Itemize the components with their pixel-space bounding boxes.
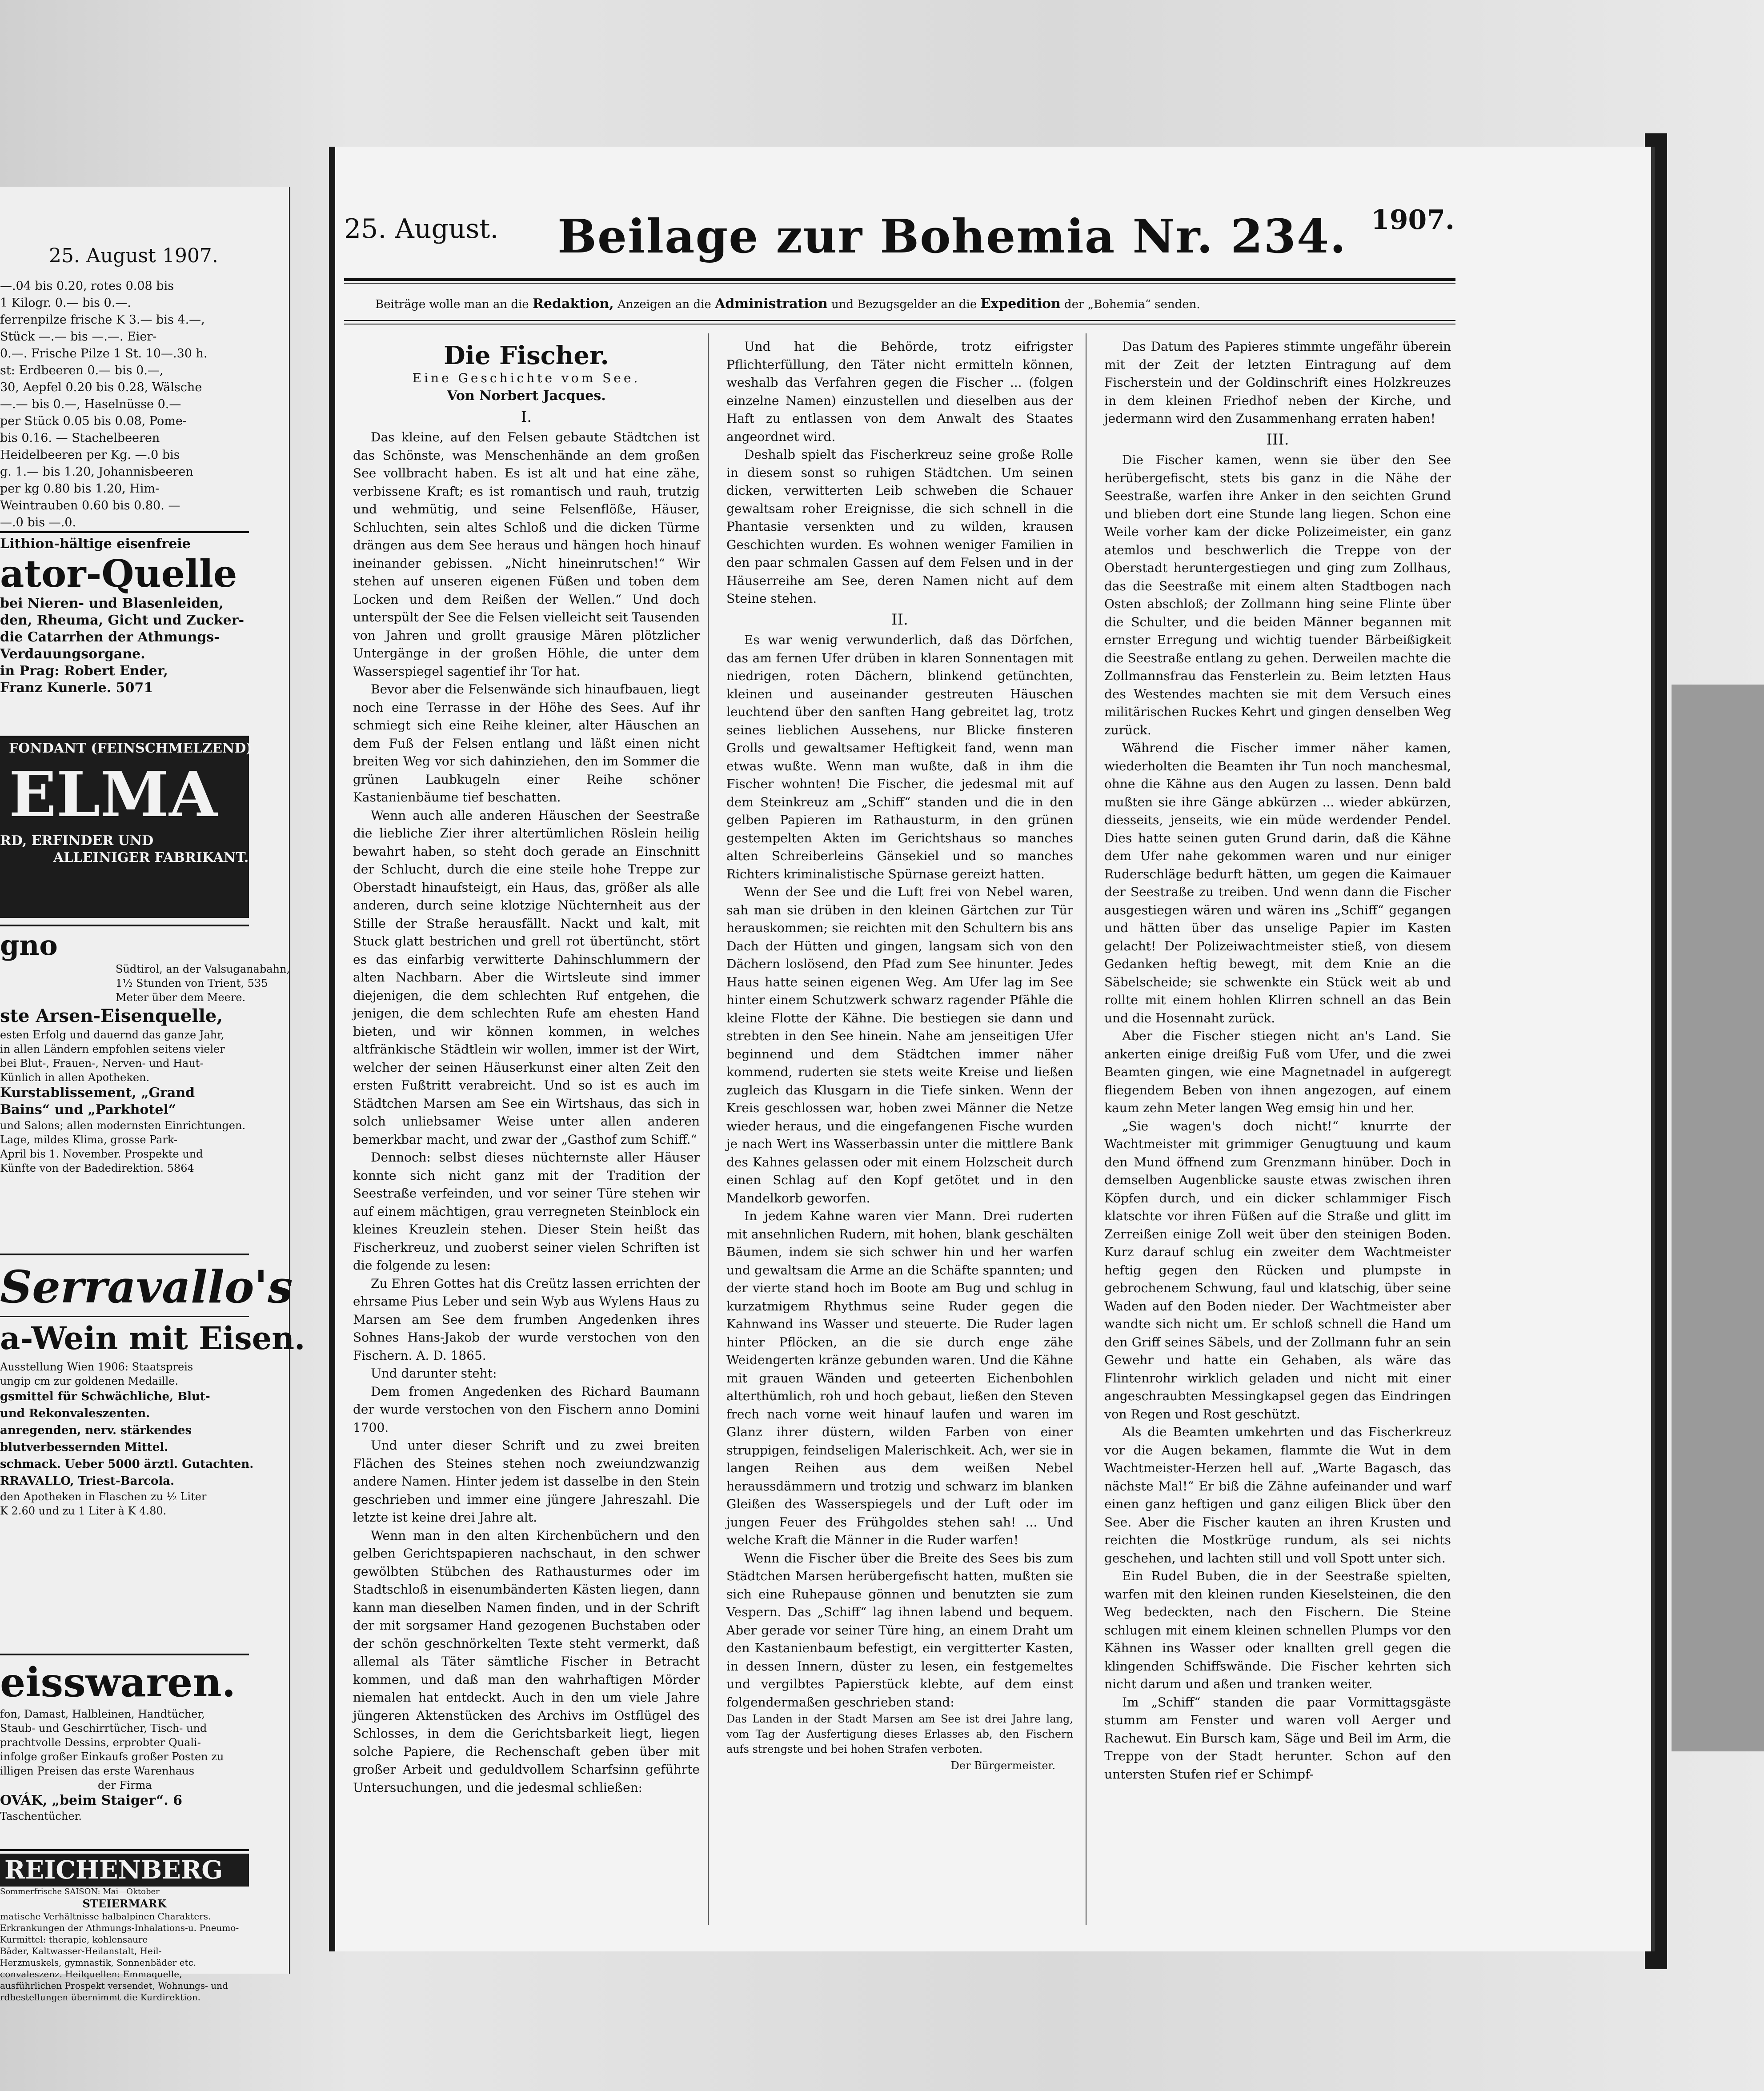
ad-line: Sommerfrische SAISON: Mai—Oktober	[0, 1887, 160, 1896]
ad-line: schmack. Ueber 5000 ärztl. Gutachten.	[0, 1458, 254, 1471]
market-line: bis 0.16. — Stachelbeeren	[0, 431, 160, 445]
notice-rule	[344, 320, 1455, 321]
ad-elma	[0, 736, 253, 918]
paragraph: „Sie wagen's doch nicht!“ knurrte der Wachtmeister mit grimmiger Genugtuung und kaum den Mund öffnend zum Grenzmann hinüber. Doch in demselben Augenblicke sauste etwas zwischen ihren Köpfen durch, und ein dicker schlammiger Fisch klatschte vor ihren Füßen auf die Straße und glitt im Zerreißen einige Zoll weit über den steinigen Boden. Kurz darauf schlug ein zweiter dem Wachtmeister heftig gegen den Rücken und plumpste in gebrochenem Schwung, faul und klatschig, über seine Waden auf den Boden nieder. Der Wachtmeister aber wandte sich nicht um. Er schloß schnell die Hand um den Griff seines Säbels, und der Zollmann fuhr an sein Gewehr und hatte ein Gehaben, als wäre das Flintenrohr wirklich geladen und nicht mit einer angeschraubten Messingkapsel gegen das Eindringen von Regen und Rost geschützt.	[1104, 1118, 1451, 1422]
ad-weisswaren	[0, 1654, 249, 1845]
ad-line: Ausstellung Wien 1906: Staatspreis	[0, 1361, 193, 1373]
column-2	[726, 338, 1073, 1938]
market-line: st: Erdbeeren 0.— bis 0.—,	[0, 364, 164, 377]
ad-line: fon, Damast, Halbleinen, Handtücher,	[0, 1708, 205, 1720]
market-line: —.04 bis 0.20, rotes 0.08 bis	[0, 279, 174, 293]
market-line: —.0 bis —.0.	[0, 516, 76, 529]
section-heading: III.	[1266, 430, 1289, 449]
ad-levico	[0, 925, 290, 1249]
ad-line: blutverbessernden Mittel.	[0, 1441, 168, 1454]
paragraph: Aber die Fischer stiegen nicht an's Land. Sie ankerten einige dreißig Fuß vom Ufer, und die zwei Beamten gingen, wie eine Magnetnadel in aufgeregt fliegendem Beben von ihnen angezogen, auf einem kaum zehn Meter langen Weg emsig hin und her.	[1104, 1029, 1451, 1115]
market-report	[0, 278, 249, 531]
masthead-title: Beilage zur Bohemia Nr. 234.	[557, 209, 1347, 264]
ad-line: Kurstablissement, „Grand	[0, 1085, 195, 1101]
market-line: Heidelbeeren per Kg. —.0 bis	[0, 448, 180, 462]
ad-line: die Catarrhen der Athmungs-	[0, 629, 220, 645]
ad-line: in allen Ländern empfohlen seitens vieler	[0, 1043, 225, 1055]
notice-administration: Administration	[715, 296, 828, 312]
ad-headline: gno	[0, 929, 58, 961]
market-line: —.— bis 0.—, Haselnüsse 0.—	[0, 397, 181, 411]
ad-line: 1½ Stunden von Trient, 535	[116, 977, 268, 989]
ad-line: RD, ERFINDER UND	[0, 833, 154, 849]
paragraph: Wenn der See und die Luft frei von Nebel waren, sah man sie drüben in den kleinen Gärtchen zur Tür herauskommen; sie reichten mit den Schultern bis ans Dach der Hütten und gingen, langsam sich von den Dächern loslösend, den Pfad zum See hinunter. Jedes Haus hatte seinen eigenen Weg. Am Ufer lag im See hinter einem Schutzwerk schwarz ragender Pfähle die kleine Flotte der Kähne. Die bestiegen sie dann und strebten in den See hinein. Nahe am jenseitigen Ufer beginnend und dem Städtchen immer näher kommend, ruderten sie stets weite Kreise und ließen zugleich das Klusgarn in die Tiefe sinken. Wenn der Kreis geschlossen war, hoben zwei Männer die Netze wieder heraus, und die eingefangenen Fische wurden je nach Wert ins Wasserbassin unter die mittlere Bank des Kahnes gelassen oder mit einem Holzscheit durch einen Schlag auf den Kopf getötet und in den Mandelkorb geworfen.	[726, 885, 1073, 1206]
ad-headline: a-Wein mit Eisen.	[0, 1316, 249, 1360]
ad-line: in Prag: Robert Ender,	[0, 663, 168, 679]
ad-line: den, Rheuma, Gicht und Zucker-	[0, 613, 245, 628]
market-line: per kg 0.80 bis 1.20, Him-	[0, 482, 160, 496]
paragraph: Die Fischer kamen, wenn sie über den See herübergefischt, stets bis ganz in die Nähe der Seestraße, warfen ihre Anker in den seichten Grund und blieben dort eine Stunde lang liegen. Schon eine Weile vorher kam der dicke Polizeimeister, ein ganz atemlos und beschwerlich die Treppe von der Oberstadt heruntergestiegen und ging zum Zollhaus, das die Seestraße mit einem alten Stadtbogen nach Osten abschloß; der Zollmann hing seine Flinte über die Schulter, und die beiden Männer begannen mit ernster Erregung und wichtig tuender Bärbeißigkeit die Seestraße entlang zu gehen. Derweilen machte die Zollmannsfrau das Fensterlein zu. Beim letzten Haus des Westendes machten sie mit dem Versuch eines militärischen Ruckes Kehrt und gingen denselben Weg zurück.	[1104, 453, 1451, 737]
notice-text: der „Bohemia“ senden.	[1060, 298, 1200, 311]
ad-line: Verdauungsorgane.	[0, 646, 145, 662]
ad-line: illigen Preisen das erste Warenhaus	[0, 1765, 195, 1777]
notice-text: Beiträge wolle man an die	[375, 298, 533, 311]
market-line: Weintrauben 0.60 bis 0.80. —	[0, 499, 180, 513]
ad-line: Künfte von der Badedirektion. 5864	[0, 1162, 194, 1174]
ad-line: Herzmuskels, gymnastik, Sonnenbäder etc.	[0, 1957, 196, 1968]
paragraph: Ein Rudel Buben, die in der Seestraße spielten, warfen mit den kleinen runden Kieselsteinen, die den Weg bedeckten, nach den Fischern. Die Steine schlugen mit einem kleinen schnellen Plumps vor den Kähnen ins Wasser oder knallten grell gegen die klingenden Schiffswände. Die Fischer kehrten sich nicht darum und aßen und tranken weiter.	[1104, 1569, 1451, 1691]
market-line: 1 Kilogr. 0.— bis 0.—.	[0, 296, 131, 310]
ad-line: Meter über dem Meere.	[116, 991, 246, 1004]
main-page	[329, 147, 1651, 1951]
ad-line: ste Arsen-Eisenquelle,	[0, 1005, 223, 1026]
ad-headline: ator-Quelle	[0, 552, 237, 596]
section-heading: II.	[891, 610, 908, 629]
notice-expedition: Expedition	[980, 296, 1061, 312]
market-line: 0.—. Frische Pilze 1 St. 10—.30 h.	[0, 347, 208, 361]
ad-line: bei Nieren- und Blasenleiden,	[0, 596, 224, 611]
ad-line: den Apotheken in Flaschen zu ½ Liter	[0, 1490, 207, 1503]
column-rule	[708, 333, 709, 1925]
market-line: Stück —.— bis —.—. Eier-	[0, 330, 157, 344]
paragraph: Wenn die Fischer über die Breite des Sees bis zum Städtchen Marsen herübergefischt hatten, mußten sie sich eine Ruhepause gönnen und benutzten sie zum Vespern. Das „Schiff“ lag ihnen labend und bequem. Aber gerade vor seiner Türe hing, an einem Draht um den Kastanienbaum befestigt, ein vergitterter Kasten, in dessen Innern, düster zu lesen, ein festgemeltes und vergilbtes Papierstück klebte, auf dem einst folgendermaßen geschrieben stand:	[726, 1550, 1073, 1710]
masthead-date: 25. August.	[344, 213, 499, 244]
paragraph: Dem fromen Angedenken des Richard Baumann der wurde verstochen von den Fischern anno Domini 1700.	[353, 1384, 700, 1435]
paragraph: Und darunter steht:	[371, 1366, 497, 1381]
ad-line: ungip cm zur goldenen Medaille.	[0, 1375, 179, 1387]
masthead-year: 1907.	[1371, 204, 1455, 236]
ad-headline: ELMA	[9, 758, 217, 831]
ad-line: Lage, mildes Klima, grosse Park-	[0, 1134, 178, 1146]
paragraph: Wenn man in den alten Kirchenbüchern und den gelben Gerichtspapieren nachschaut, in den schwer gewölbten Stübchen des Rathausturmes oder im Stadtschloß in eisenumbänderten Kästen liegen, dann kann man dieselben Namen finden, und in der Schrift der mit sorgsamer Hand gezogenen Buchstaben oder der schön geschnörkelten Texte steht vermerkt, daß allemal als Täter sämtliche Fischer in Betracht kommen, und daß man den wahrhaftigen Mörder niemalen hat entdeckt. Auch in den um viele Jahre jüngeren Aktenstücken des Archivs im Ostflügel des Schlosses, in dem die Gerichtsbarkeit liegt, liegen solche Papiere, die Rechenschaft geben über mit großer Arbeit und geduldvollem Scharfsinn geführte Untersuchungen, und die jedesmal schließen:	[353, 1528, 700, 1795]
paragraph: Wenn auch alle anderen Häuschen der Seestraße die liebliche Zier ihrer altertümlichen Röslein heilig bewahrt haben, so steht doch gerade an Einschnitt der Schlucht, durch die eine steile hohe Treppe zur Oberstadt hinaufsteigt, ein Haus, das, größer als alle anderen, durch seine klotzige Nüchternheit aus der Stille der Straße herausfällt. Nackt und kalt, mit Stuck glatt bestrichen und grell rot übertüncht, stört es das einfarbig verwitterte Dahinschlummern der alten Nachbarn. Aber die Wirtsleute sind immer diejenigen, die dem schlechten Ruf entgehen, die jenigen, die dem schlechten Rufe am ehesten Hand bieten, und wir können kommen, in welches altfränkische Städtlein wir wollen, immer ist der Wirt, welcher der seinen Häuserkunst einer alten Zeit den ersten Fußtritt verabreicht. Und so ist es auch im Städtchen Marsen am See ein Wirtshaus, das sich in solch unliebsamer Weise unter allen anderen bemerkbar macht, und zwar der „Gasthof zum Schiff.“	[353, 808, 700, 1147]
market-line: g. 1.— bis 1.20, Johannisbeeren	[0, 465, 193, 479]
ad-line: gsmittel für Schwächliche, Blut-	[0, 1390, 210, 1403]
ad-line: matische Verhältnisse halbalpinen Charakters.	[0, 1911, 211, 1922]
ad-line: Taschentücher.	[0, 1810, 82, 1823]
paragraph: Und unter dieser Schrift und zu zwei breiten Flächen des Steines stehen noch zweiundzwanzig andere Namen. Hinter jedem ist dasselbe in den Stein geschrieben und immer eine jüngere Jahreszahl. Die letzte ist keine drei Jahre alt.	[353, 1438, 700, 1525]
column-1-body	[353, 429, 700, 1797]
ad-line: prachtvolle Dessins, erprobter Quali-	[0, 1736, 201, 1749]
ad-serravallo	[0, 1254, 305, 1649]
ad-line: ausführlichen Prospekt versendet, Wohnungs- und	[0, 1980, 228, 1991]
ad-line: und Rekonvaleszenten.	[0, 1407, 150, 1420]
paragraph: Deshalb spielt das Fischerkreuz seine große Rolle in diesem sonst so ruhigen Städtchen. Um seinen dicken, verwitterten Leib schweben die Schauer gewaltsam roher Ereignisse, die sich schnell in die Phantasie versenkten und zu wilden, krausen Geschichten wurden. Es wohnen weniger Familien in den paar schmalen Gassen auf dem Felsen und in der Häuserreihe am See, deren Namen nicht auf dem Steine stehen.	[726, 447, 1073, 606]
masthead	[344, 204, 1473, 264]
ad-line: K 2.60 und zu 1 Liter à K 4.80.	[0, 1505, 167, 1517]
left-page-date: 25. August 1907.	[49, 244, 218, 267]
paragraph: Und hat die Behörde, trotz eifrigster Pflichterfüllung, den Täter nicht ermitteln können, weshalb das Verfahren gegen die Fischer ... (folgen einzelne Namen) einzustellen und dieselben aus der Haft zu entlassen von dem Anwalt des Staates angeordnet wird.	[726, 339, 1073, 444]
ad-line: Bäder, Kaltwasser-Heilanstalt, Heil-	[0, 1946, 162, 1956]
paragraph: Das Datum des Papieres stimmte ungefähr überein mit der Zeit der letzten Eintragung auf dem Fischerstein und der Goldinschrift eines Holzkreuzes in dem kleinen Friedhof neben der Kirche, und jedermann wird den Zusammenhang erraten haben!	[1104, 339, 1451, 426]
ad-line: April bis 1. November. Prospekte und	[0, 1148, 203, 1160]
story-subtitle: Eine Geschichte vom See.	[412, 370, 641, 385]
ad-headline: REICHENBERG	[0, 1854, 249, 1887]
ad-line: Lithion-hältige eisenfreie	[0, 536, 191, 552]
paragraph: Es war wenig verwunderlich, daß das Dörfchen, das am fernen Ufer drüben in klaren Sonnentagen mit niedrigen, roten Dächern, blinkend getünchten, kleinen und auseinander gestreuten Häuschen leuchtend über den sanften Hang gebreitet lag, trotz seines lieblichen Aussehens, nur Blicke finsteren Grolls und gewaltsamer Heftigkeit fand, wenn man etwas wußte. Wenn man wußte, daß in ihm die Fischer wohnten! Die Fischer, die jedesmal mit auf dem Steinkreuz am „Schiff“ standen und die in den gelben Papieren im Rathausturm, in den grünen gestempelten Akten im Gerichtshaus so manches alten Schreiberleins Gänsekiel und so manches Richters kriminalistische Spürnase gereizt hatten.	[726, 633, 1073, 881]
paragraph: Im „Schiff“ standen die paar Vormittagsgäste stumm am Fenster und waren voll Aerger und Rachewut. Ein Bursch kam, Säge und Beil im Arm, die Treppe von der Stadt herunter. Schon auf den untersten Stufen rief er Schimpf-	[1104, 1694, 1451, 1782]
ad-line: FONDANT (FEINSCHMELZEND)	[9, 741, 253, 756]
ad-line: Franz Kunerle. 5071	[0, 680, 153, 696]
column-1	[353, 338, 700, 1938]
ad-line: STEIERMARK	[82, 1897, 167, 1910]
mayor-notice: Das Landen in der Stadt Marsen am See ist drei Jahre lang, vom Tag der Ausfertigung dieses Erlasses ab, den Fischern aufs strengste und bei hohen Strafen verboten.	[726, 1713, 1073, 1755]
paragraph: Das kleine, auf den Felsen gebaute Städtchen ist das Schönste, was Menschenhände an dem großen See vollbracht haben. Es ist alt und hat eine zähe, verbissene Kraft; es ist romantisch und rauh, trutzig und wehmütig, und seine Felsenflöße, Häuser, Schluchten, sein altes Schloß und die dicken Türme drängen aus dem See heraus und hängen hoch hinauf ineinander gebissen. „Nicht hineinrutschen!“ Wir stehen auf unseren eigenen Füßen und toben dem Locken und dem Reißen der Wellen.“ Und doch unterspült der See die Felsen vielleicht seit Tausenden von Jahren und grollt grausige Mären plötzlicher Untergänge in der großen Höhle, die unter dem Wasserspiegel sagentief ihr Tor hat.	[353, 430, 700, 679]
paragraph: Während die Fischer immer näher kamen, wiederholten die Beamten ihr Tun noch manchesmal, ohne die Kähne aus den Augen zu lassen. Denn bald mußten sie ihre Gänge abkürzen ... wieder abkürzen, diesseits, jenseits, wie ein müde werdender Pendel. Dies hatte seinen guten Grund darin, daß die Kähne dem Ufer nahe gekommen waren und nur einiger Ruderschläge bedurft hätten, um gegen die Kaimauer der Seestraße zu treiben. Und wenn dann die Fischer ausgestiegen wären und wären ins „Schiff“ gegangen und hätten über das unselige Papier im Kasten gelacht! Der Polizeiwachtmeister stieß, von diesem Gedanken heftig bewegt, mit dem Knie an die Säbelscheide; sie schwenkte ein Stück weit ab und rollte mit einem hohlen Klirren schnell an das Bein und die Hosennaht zurück.	[1104, 741, 1451, 1025]
ad-line: bei Blut-, Frauen-, Nerven- und Haut-	[0, 1057, 204, 1070]
ad-headline: Serravallo's	[0, 1261, 293, 1313]
notice-redaktion: Redaktion,	[532, 296, 614, 312]
notice-text: Anzeigen an die	[613, 298, 715, 311]
ad-line: convaleszenz. Heilquellen: Emmaquelle,	[0, 1969, 182, 1979]
masthead-rule	[344, 278, 1455, 281]
story-byline: Von Norbert Jacques.	[447, 388, 606, 404]
masthead-rule	[344, 283, 1455, 284]
ad-line: RRAVALLO, Triest-Barcola.	[0, 1474, 175, 1488]
ad-lithion-quelle	[0, 531, 249, 731]
left-page	[0, 187, 305, 2003]
paragraph: Als die Beamten umkehrten und das Fischerkreuz vor die Augen bekamen, flammte die Wut in dem Wachtmeister-Herzen hell auf. „Warte Bagasch, das nächste Mal!“ Er biß die Zähne aufeinander und warf einen ganz heftigen und ganz eiligen Blick über den See. Aber die Fischer kauten an ihren Krusten und reichten die Mostkrüge rundum, als sei nichts geschehen, und lachten still und voll Spott unter sich.	[1104, 1425, 1451, 1566]
submission-notice	[375, 296, 1200, 312]
mayor-signature: Der Bürgermeister.	[950, 1759, 1055, 1772]
ad-line: und Salons; allen modernsten Einrichtungen.	[0, 1119, 246, 1132]
ad-reichenberg	[0, 1849, 249, 2003]
paragraph: Bevor aber die Felsenwände sich hinaufbauen, liegt noch eine Terrasse in der Höhe des Sees. Auf ihr schmiegt sich eine Reihe kleiner, alter Häuschen an dem Fuß der Felsen entlang und läßt einen nicht breiten Weg vor sich dahinziehen, den im Sommer die grünen Laubkugeln einer Reihe schöner Kastanienbäume tief beschatten.	[353, 682, 700, 805]
book-edge	[1672, 685, 1764, 1751]
ad-line: anregenden, nerv. stärkendes	[0, 1424, 192, 1437]
ad-line: Erkrankungen der Athmungs-Inhalations-u. Pneumo-	[0, 1923, 239, 1933]
story-title: Die Fischer.	[444, 341, 609, 370]
paragraph: In jedem Kahne waren vier Mann. Drei ruderten mit ansehnlichen Rudern, mit hohen, blank geschälten Bäumen, indem sie sich schwer hin und her warfen und gewaltsam die Arme an die Schäfte spannten; und der vierte stand hoch im Boote am Bug und schlug in kurzatmigem Rhythmus seine Ruder gegen die Kahnwand ins Wasser und steuerte. Die Ruder lagen hinter Pflöcken, an die sie durch enge zähe Weidengerten kränze gebunden waren. Und die Kähne mit grauen Wänden und geteerten Eichenbohlen alterthümlich, roh und hoch gebaut, ließen den Steven frech nach vorne weit hinauf laufen und waren im Glanz ihrer düstern, wilden Farben von einer struppigen, feindseligen Malerischkeit. Ach, wer sie in langen Reihen aus dem weißen Nebel heraussdämmern und trotzig und schwarz im blanken Gleißen des Wasserspiegels und der Luft oder im jungen Feuer des Frühgoldes stehen sah! ... Und welche Kraft die Männer in die Ruder warfen!	[726, 1209, 1073, 1547]
market-line: per Stück 0.05 bis 0.08, Pome-	[0, 414, 187, 428]
ad-line: OVÁK, „beim Staiger“. 6	[0, 1793, 183, 1808]
column-3	[1104, 338, 1451, 1938]
ad-line: Südtirol, an der Valsuganabahn,	[116, 963, 290, 975]
ad-headline: eisswaren.	[0, 1659, 236, 1706]
ad-line: Staub- und Geschirrtücher, Tisch- und	[0, 1722, 207, 1734]
ad-line: esten Erfolg und dauernd das ganze Jahr,	[0, 1029, 225, 1041]
market-line: 30, Aepfel 0.20 bis 0.28, Wälsche	[0, 381, 202, 394]
paragraph: Dennoch: selbst dieses nüchternste aller Häuser konnte sich nicht ganz mit der Tradition der Seestraße verfeinden, und vor seiner Türe stehen wir auf einem mächtigen, grau verregneten Steinblock ein kleines Kreuzlein stehen. Dieser Stein heißt das Fischerkreuz, und zuoberst seiner vielen Schriften ist die folgende zu lesen:	[353, 1150, 700, 1273]
market-line: ferrenpilze frische K 3.— bis 4.—,	[0, 313, 205, 327]
notice-text: und Bezugsgelder an die	[827, 298, 981, 311]
ad-line: Kurmittel: therapie, kohlensaure	[0, 1934, 148, 1945]
section-heading: I.	[521, 408, 532, 426]
ad-line: ALLEINIGER FABRIKANT.	[53, 850, 249, 865]
ad-line: Künlich in allen Apotheken.	[0, 1071, 150, 1084]
ad-line: infolge großer Einkaufs großer Posten zu	[0, 1751, 224, 1763]
ad-line: Bains“ und „Parkhotel“	[0, 1102, 176, 1118]
ad-line: der Firma	[98, 1779, 152, 1791]
ad-line: rdbestellungen übernimmt die Kurdirektion.	[0, 1992, 201, 2003]
paragraph: Zu Ehren Gottes hat dis Creütz lassen errichten der ehrsame Pius Leber und sein Wyb aus Wylens Haus zu Marsen am See dem frumben Angedenken ihres Sohnes Hans-Jakob der wurde verstochen von den Fischern. A. D. 1865.	[353, 1276, 700, 1363]
